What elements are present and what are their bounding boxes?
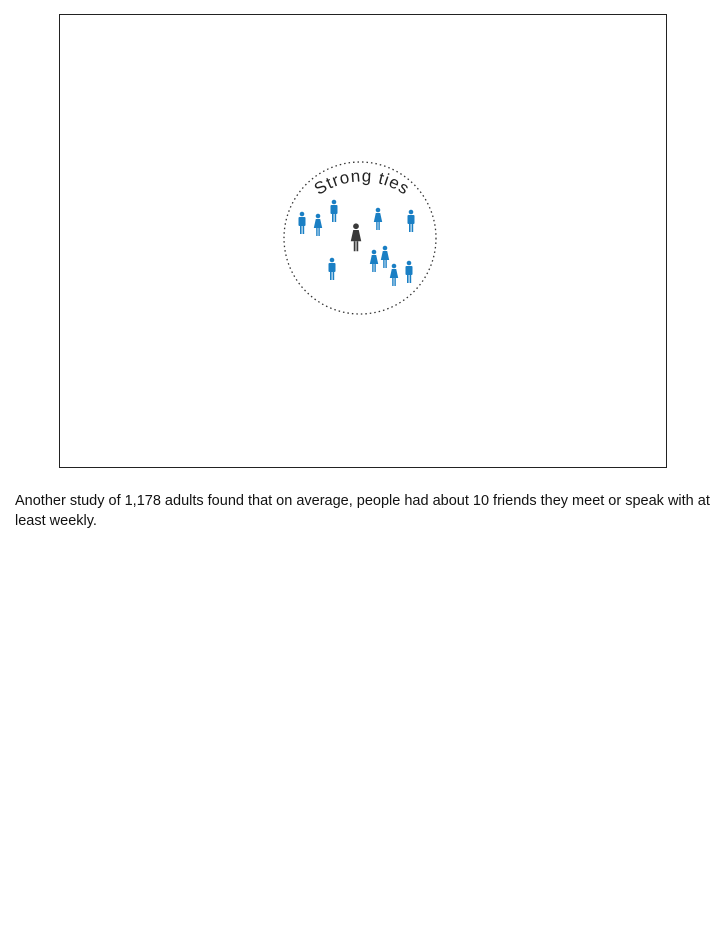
friend-man-icon: [408, 210, 415, 232]
friend-woman-icon: [370, 250, 378, 272]
friend-woman-icon: [314, 214, 322, 236]
speaker-notes: Another study of 1,178 adults found that on average, people had about 10 friends they meet or speak with at least weekly.: [15, 493, 710, 529]
slide-frame: [59, 14, 667, 468]
friend-man-icon: [329, 258, 336, 280]
friend-man-icon: [299, 212, 306, 234]
friend-man-icon: [331, 200, 338, 222]
people-group: [299, 200, 415, 286]
ego-wrapper: [351, 223, 362, 251]
friend-man-icon: [406, 261, 413, 283]
friend-woman-icon: [374, 208, 382, 230]
friend-woman-icon: [381, 246, 389, 268]
circle-label: [311, 166, 413, 198]
ego-woman-icon: [351, 223, 362, 251]
circle-label-text: Strong ties: [310, 166, 414, 199]
friend-woman-icon: [390, 264, 398, 286]
strong-ties-diagram: [60, 15, 668, 469]
